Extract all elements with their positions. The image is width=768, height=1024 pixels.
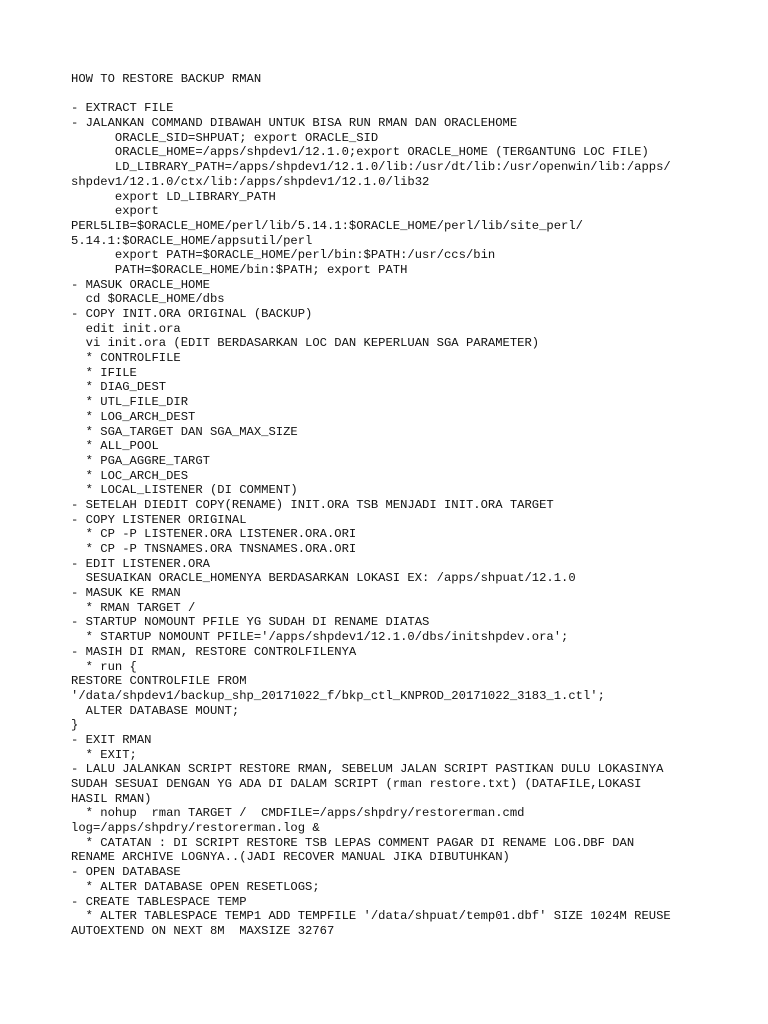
doc-line: * SGA_TARGET DAN SGA_MAX_SIZE xyxy=(71,424,298,439)
doc-line: - STARTUP NOMOUNT PFILE YG SUDAH DI RENAME DIATAS xyxy=(71,615,430,630)
doc-line: - SETELAH DIEDIT COPY(RENAME) INIT.ORA TSB MENJADI INIT.ORA TARGET xyxy=(71,497,554,512)
doc-line: - MASIH DI RMAN, RESTORE CONTROLFILENYA xyxy=(71,644,357,659)
doc-line: SUDAH SESUAI DENGAN YG ADA DI DALAM SCRIPT (rman restore.txt) (DATAFILE,LOKASI xyxy=(71,777,642,791)
doc-line: * STARTUP NOMOUNT PFILE='/apps/shpdev1/12.1.0/dbs/initshpdev.ora'; xyxy=(71,630,569,645)
doc-line: - EXTRACT FILE xyxy=(71,101,174,116)
doc-line: * ALTER TABLESPACE TEMP1 ADD TEMPFILE '/data/shpuat/temp01.dbf' SIZE 1024M REUSE xyxy=(71,909,671,924)
doc-line: export PATH=$ORACLE_HOME/perl/bin:$PATH:/usr/ccs/bin xyxy=(71,248,496,263)
doc-line: export xyxy=(71,204,159,219)
doc-line: - MASUK KE RMAN xyxy=(71,586,181,601)
doc-line: - LALU JALANKAN SCRIPT RESTORE RMAN, SEBELUM JALAN SCRIPT PASTIKAN DULU LOKASINYA xyxy=(71,762,664,777)
doc-line: * CP -P TNSNAMES.ORA TNSNAMES.ORA.ORI xyxy=(71,542,357,556)
doc-line: ALTER DATABASE MOUNT; xyxy=(71,703,240,718)
doc-line: * CATATAN : DI SCRIPT RESTORE TSB LEPAS COMMENT PAGAR DI RENAME LOG.DBF DAN xyxy=(71,835,635,850)
doc-line: cd $ORACLE_HOME/dbs xyxy=(71,292,225,307)
doc-line: - EXIT RMAN xyxy=(71,732,152,747)
doc-line: * EXIT; xyxy=(71,747,137,762)
document-page xyxy=(71,72,711,939)
doc-line: * nohup rman TARGET / CMDFILE=/apps/shpdry/restorerman.cmd xyxy=(71,806,525,821)
doc-line: * CONTROLFILE xyxy=(71,351,181,366)
doc-line: 5.14.1:$ORACLE_HOME/appsutil/perl xyxy=(71,233,313,248)
doc-line: vi init.ora (EDIT BERDASARKAN LOC DAN KEPERLUAN SGA PARAMETER) xyxy=(71,336,540,351)
doc-line: PATH=$ORACLE_HOME/bin:$PATH; export PATH xyxy=(71,262,408,277)
doc-line: log=/apps/shpdry/restorerman.log & xyxy=(71,821,320,836)
doc-line: - EDIT LISTENER.ORA xyxy=(71,556,210,571)
doc-line: ORACLE_SID=SHPUAT; export ORACLE_SID xyxy=(71,130,379,145)
doc-line: * ALTER DATABASE OPEN RESETLOGS; xyxy=(71,879,320,894)
doc-line: * LOC_ARCH_DES xyxy=(71,468,189,483)
doc-line: shpdev1/12.1.0/ctx/lib:/apps/shpdev1/12.1.0/lib32 xyxy=(71,174,430,189)
doc-line: * LOG_ARCH_DEST xyxy=(71,409,196,424)
doc-line: * LOCAL_LISTENER (DI COMMENT) xyxy=(71,483,298,498)
doc-line: '/data/shpdev1/backup_shp_20171022_f/bkp_ctl_KNPROD_20171022_3183_1.ctl'; xyxy=(71,688,605,703)
doc-line: ORACLE_HOME=/apps/shpdev1/12.1.0;export ORACLE_HOME (TERGANTUNG LOC FILE) xyxy=(71,145,649,160)
doc-line: * UTL_FILE_DIR xyxy=(71,395,189,410)
doc-line: - COPY INIT.ORA ORIGINAL (BACKUP) xyxy=(71,307,313,321)
doc-line: - CREATE TABLESPACE TEMP xyxy=(71,894,247,909)
doc-line: * CP -P LISTENER.ORA LISTENER.ORA.ORI xyxy=(71,527,357,542)
doc-line: AUTOEXTEND ON NEXT 8M MAXSIZE 32767 xyxy=(71,923,335,938)
doc-line: * PGA_AGGRE_TARGT xyxy=(71,453,210,468)
doc-line: export LD_LIBRARY_PATH xyxy=(71,189,276,204)
doc-line: * ALL_POOL xyxy=(71,439,159,454)
doc-line: edit init.ora xyxy=(71,321,181,336)
doc-line: * DIAG_DEST xyxy=(71,380,167,395)
doc-line: HASIL RMAN) xyxy=(71,791,152,806)
doc-line: SESUAIKAN ORACLE_HOMENYA BERDASARKAN LOKASI EX: /apps/shpuat/12.1.0 xyxy=(71,571,576,586)
doc-line: - MASUK ORACLE_HOME xyxy=(71,277,210,292)
doc-line: RESTORE CONTROLFILE FROM xyxy=(71,674,247,689)
blank-line xyxy=(71,87,711,102)
doc-line: LD_LIBRARY_PATH=/apps/shpdev1/12.1.0/lib:/usr/dt/lib:/usr/openwin/lib:/apps/ xyxy=(71,160,671,175)
doc-line: - JALANKAN COMMAND DIBAWAH UNTUK BISA RUN RMAN DAN ORACLEHOME xyxy=(71,116,518,131)
doc-line: * RMAN TARGET / xyxy=(71,600,196,615)
doc-line: * run { xyxy=(71,659,137,674)
doc-line: RENAME ARCHIVE LOGNYA..(JADI RECOVER MANUAL JIKA DIBUTUHKAN) xyxy=(71,850,510,865)
doc-line: - OPEN DATABASE xyxy=(71,865,181,880)
doc-line: * IFILE xyxy=(71,365,137,380)
document-title: HOW TO RESTORE BACKUP RMAN xyxy=(71,72,262,86)
doc-line: - COPY LISTENER ORIGINAL xyxy=(71,512,247,527)
doc-line: } xyxy=(71,718,79,733)
doc-line: PERL5LIB=$ORACLE_HOME/perl/lib/5.14.1:$ORACLE_HOME/perl/lib/site_perl/ xyxy=(71,218,583,233)
